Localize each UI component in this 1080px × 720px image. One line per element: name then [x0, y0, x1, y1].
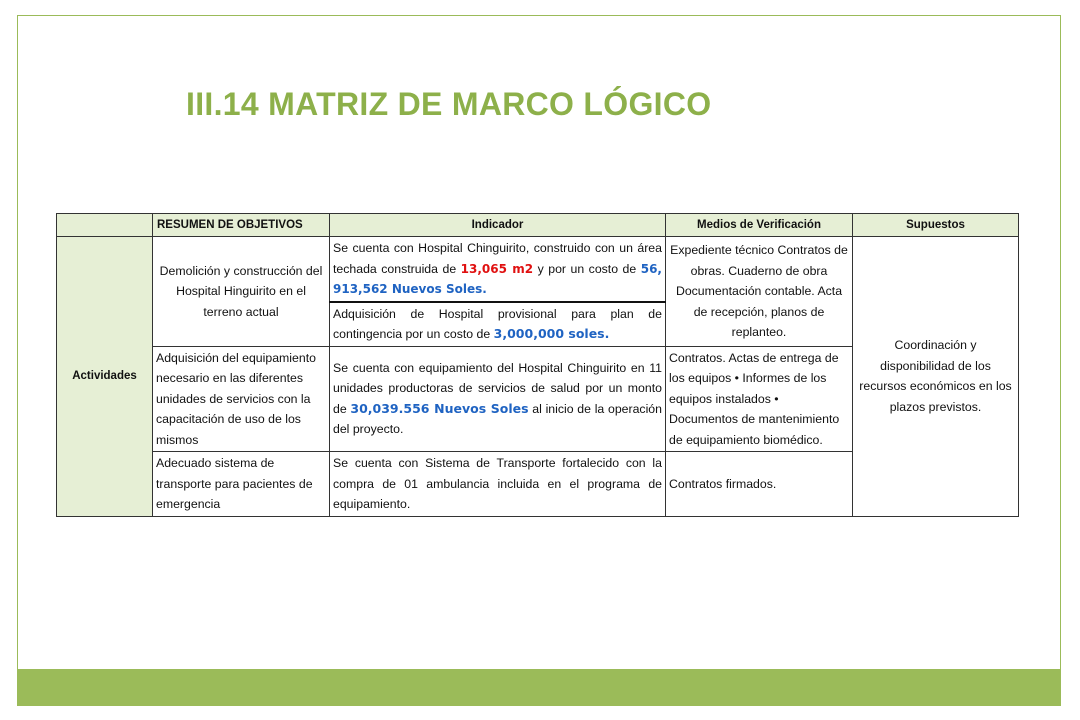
objetivo-cell: Adecuado sistema de transporte para pacientes de emergencia [153, 452, 330, 517]
cost-highlight: 30,039.556 Nuevos Soles [350, 400, 529, 416]
indicador-cell [330, 346, 666, 452]
indicador-text: y por un costo de [533, 261, 641, 276]
header-supuestos: Supuestos [853, 214, 1019, 237]
indicador-cell: Se cuenta con Sistema de Transporte fortalecido con la compra de 01 ambulancia incluida en el programa de equipamiento. [330, 452, 666, 517]
cost-highlight: 56, 913,562 Nuevos Soles. [333, 261, 662, 296]
indicador-text: al inicio de la operación del proyecto. [333, 401, 662, 437]
medios-cell: Contratos. Actas de entrega de los equipos • Informes de los equipos instalados • Documentos de mantenimiento de equipamiento biomédico. [666, 346, 853, 452]
header-blank [57, 214, 153, 237]
header-indicador: Indicador [330, 214, 666, 237]
objetivo-cell: Demolición y construcción del Hospital Hinguirito en el terreno actual [153, 237, 330, 347]
area-highlight: 13,065 m2 [460, 261, 534, 276]
indicador-text: Se cuenta con Hospital Chinguirito, construido con un área techada construida de [333, 241, 662, 276]
header-resumen-objetivos: RESUMEN DE OBJETIVOS [153, 214, 330, 237]
medios-cell: Expediente técnico Contratos de obras. Cuaderno de obra Documentación contable. Acta de recepción, planos de replanteo. [666, 237, 853, 347]
objetivo-cell: Adquisición del equipamiento necesario en las diferentes unidades de servicios con la capacitación de uso de los mismos [153, 346, 330, 452]
cost-highlight: 3,000,000 soles. [493, 326, 610, 341]
page-title: III.14 MATRIZ DE MARCO LÓGICO [186, 86, 712, 122]
table-header-row [57, 214, 1019, 237]
row-label-actividades: Actividades [57, 237, 153, 517]
indicador-cell [330, 237, 666, 302]
medios-cell: Contratos firmados. [666, 452, 853, 517]
supuestos-cell: Coordinación y disponibilidad de los recursos económicos en los plazos previstos. [853, 237, 1019, 517]
indicador-cell [330, 302, 666, 347]
logframe-matrix-table [56, 213, 1019, 517]
indicador-text: Adquisición de Hospital provisional para plan de contingencia por un costo de [333, 306, 662, 341]
indicador-text: Se cuenta con equipamiento del Hospital Chinguirito en 11 unidades productoras de servicios de salud por un monto de [333, 360, 662, 416]
table-row [57, 237, 1019, 302]
footer-band [17, 670, 1061, 706]
header-medios-verificacion: Medios de Verificación [666, 214, 853, 237]
